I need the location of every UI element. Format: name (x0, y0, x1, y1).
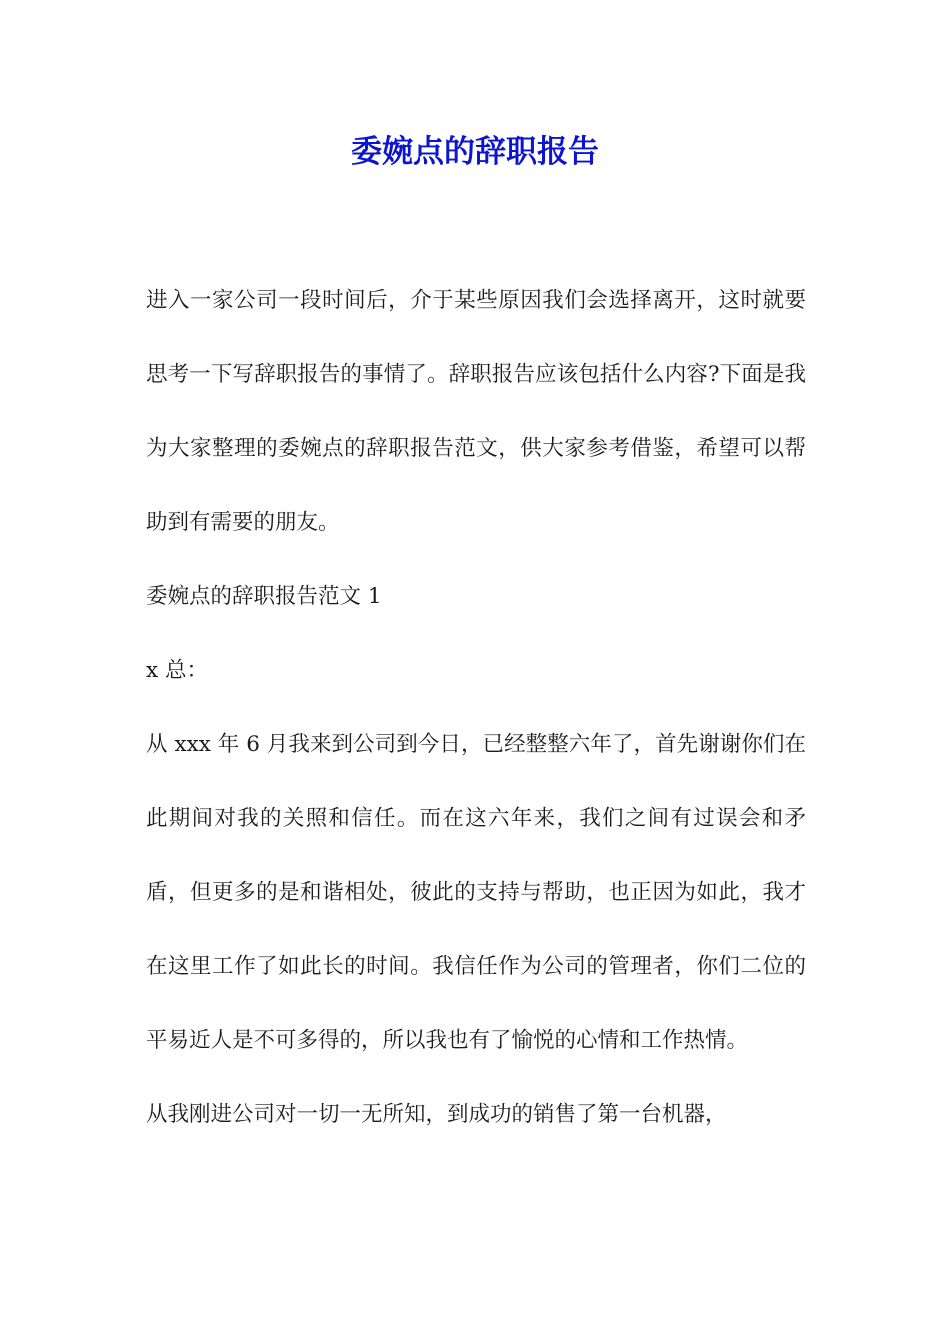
body-paragraph-continued: 从我刚进公司对一切一无所知，到成功的销售了第一台机器， (146, 1102, 727, 1127)
intro-paragraph: 进入一家公司一段时间后，介于某些原因我们会选择离开，这时就要思考一下写辞职报告的事情了。辞职报告应该包括什么内容?下面是我为大家整理的委婉点的辞职报告范文，供大家参考借鉴，希望可以帮助到有需要的朋友。 (146, 288, 806, 535)
document-title: 委婉点的辞职报告 (351, 134, 599, 170)
salutation: x 总： (146, 658, 208, 683)
body-paragraph: 从 xxx 年 6 月我来到公司到今日，已经整整六年了，首先谢谢你们在此期间对我的关照和信任。而在这六年来，我们之间有过误会和矛盾，但更多的是和谐相处，彼此的支持与帮助，也正因为如此，我才在这里工作了如此长的时间。我信任作为公司的管理者，你们二位的平易近人是不可多得的，所以我也有了愉悦的心情和工作热情。 (146, 732, 806, 1053)
document-body (146, 264, 806, 1152)
section-heading: 委婉点的辞职报告范文 1 (146, 584, 382, 609)
